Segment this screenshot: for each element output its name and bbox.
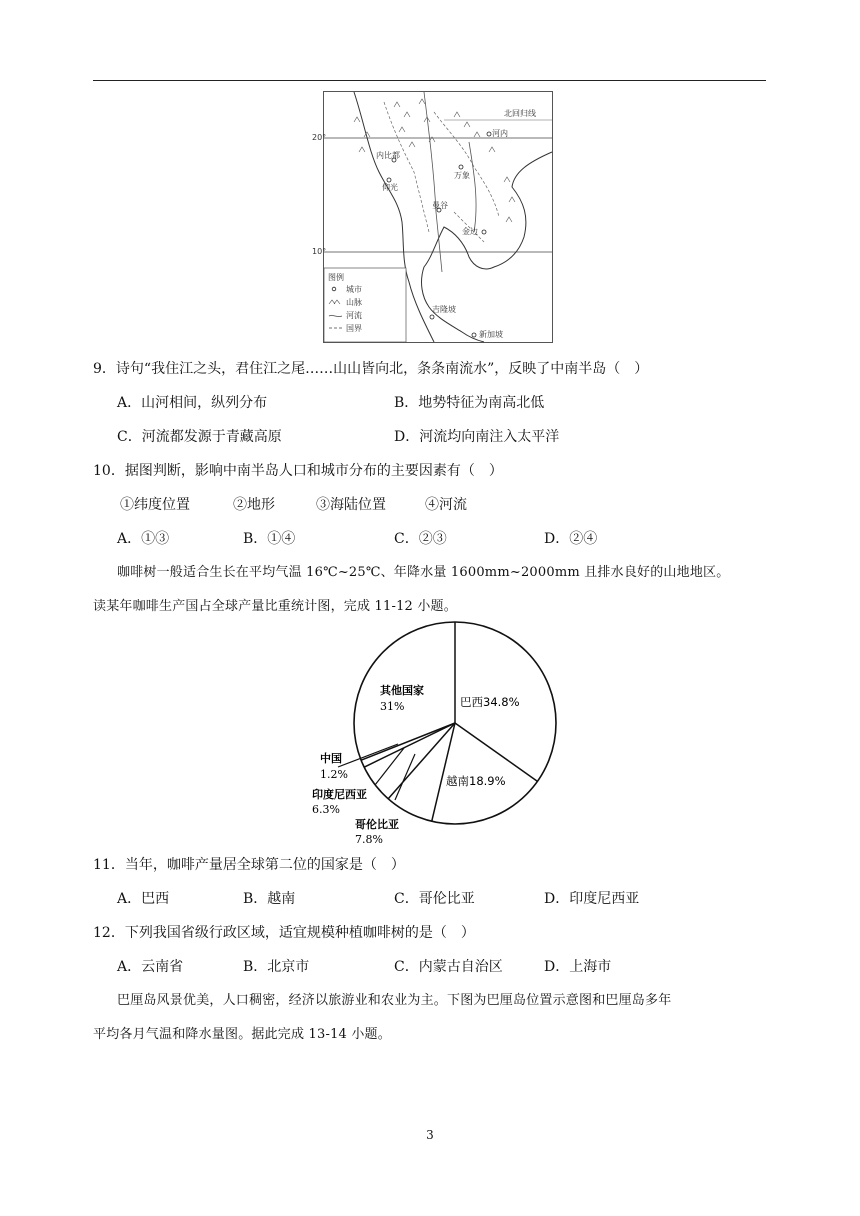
pie-label-indonesia-name: 印度尼西亚 [312,788,367,801]
pie-label-indonesia: 6.3% [312,803,340,816]
bali-intro-line2: 平均各月气温和降水量图。据此完成 13-14 小题。 [93,1027,391,1042]
city-label: 内比都 [376,151,400,160]
q10-item: ②地形 [233,497,275,513]
header-rule [93,80,766,81]
q12-option-a[interactable]: A．云南省 [117,959,184,975]
lat-20-label: 20° [312,133,327,142]
q11-option-d[interactable]: D．印度尼西亚 [544,891,640,907]
coffee-intro-line1: 咖啡树一般适合生长在平均气温 16℃~25℃、年降水量 1600mm~2000mm 且排水良好的山地地区。 [117,565,730,580]
pie-label-china: 1.2% [320,768,348,781]
pie-label-brazil: 巴西34.8% [460,695,520,709]
q11-stem: 11．当年，咖啡产量居全球第二位的国家是（ ） [93,857,405,873]
city-label: 曼谷 [432,201,448,210]
q11-option-b[interactable]: B．越南 [243,891,296,907]
tropic-label: 北回归线 [504,109,536,118]
city-label: 河内 [492,129,508,138]
q10-option-c[interactable]: C．②③ [394,531,447,547]
q10-option-b[interactable]: B．①④ [243,531,296,547]
city-label: 新加坡 [479,330,503,339]
coffee-pie-chart [300,620,560,850]
lat-10-label: 10° [312,247,327,256]
q10-item: ③海陆位置 [316,497,386,513]
page-number: 3 [426,1128,434,1142]
legend-city: 城市 [346,285,362,294]
city-label: 吉隆坡 [432,305,456,314]
q10-option-d[interactable]: D．②④ [544,531,598,547]
q11-option-c[interactable]: C．哥伦比亚 [394,891,475,907]
q9-option-d[interactable]: D．河流均向南注入太平洋 [394,429,560,445]
coffee-intro-line2: 读某年咖啡生产国占全球产量比重统计图，完成 11-12 小题。 [93,599,457,614]
pie-label-other-name: 其他国家 [380,684,424,697]
pie-label-colombia-name: 哥伦比亚 [355,818,399,831]
legend-mountain: 山脉 [346,298,362,307]
q10-item: ④河流 [425,497,467,513]
bali-intro-line1: 巴厘岛风景优美，人口稠密，经济以旅游业和农业为主。下图为巴厘岛位置示意图和巴厘岛多年 [117,993,672,1008]
city-label: 万象 [454,171,470,180]
legend-title: 图例 [328,273,344,282]
city-label: 仰光 [382,183,398,192]
pie-label-china-name: 中国 [320,752,342,765]
q12-option-b[interactable]: B．北京市 [243,959,310,975]
q10-item: ①纬度位置 [120,497,190,513]
city-label: 金边 [462,227,478,236]
q9-stem: 9．诗句“我住江之头，君住江之尾……山山皆向北，条条南流水”，反映了中南半岛（ ） [93,361,649,377]
q9-option-a[interactable]: A．山河相间，纵列分布 [117,395,268,411]
q12-option-d[interactable]: D．上海市 [544,959,612,975]
pie-label-other: 31% [380,700,405,713]
legend-border: 国界 [346,324,362,333]
q11-option-a[interactable]: A．巴西 [117,891,170,907]
q12-option-c[interactable]: C．内蒙古自治区 [394,959,503,975]
legend-river: 河流 [346,311,362,320]
q12-stem: 12．下列我国省级行政区域，适宜规模种植咖啡树的是（ ） [93,925,475,941]
q10-stem: 10．据图判断，影响中南半岛人口和城市分布的主要因素有（ ） [93,463,503,479]
q9-option-c[interactable]: C．河流都发源于青藏高原 [117,429,282,445]
q9-option-b[interactable]: B．地势特征为南高北低 [394,395,545,411]
indochina-map [312,91,553,343]
pie-label-vietnam: 越南18.9% [446,774,506,788]
pie-label-colombia: 7.8% [355,833,383,846]
q10-option-a[interactable]: A．①③ [117,531,170,547]
